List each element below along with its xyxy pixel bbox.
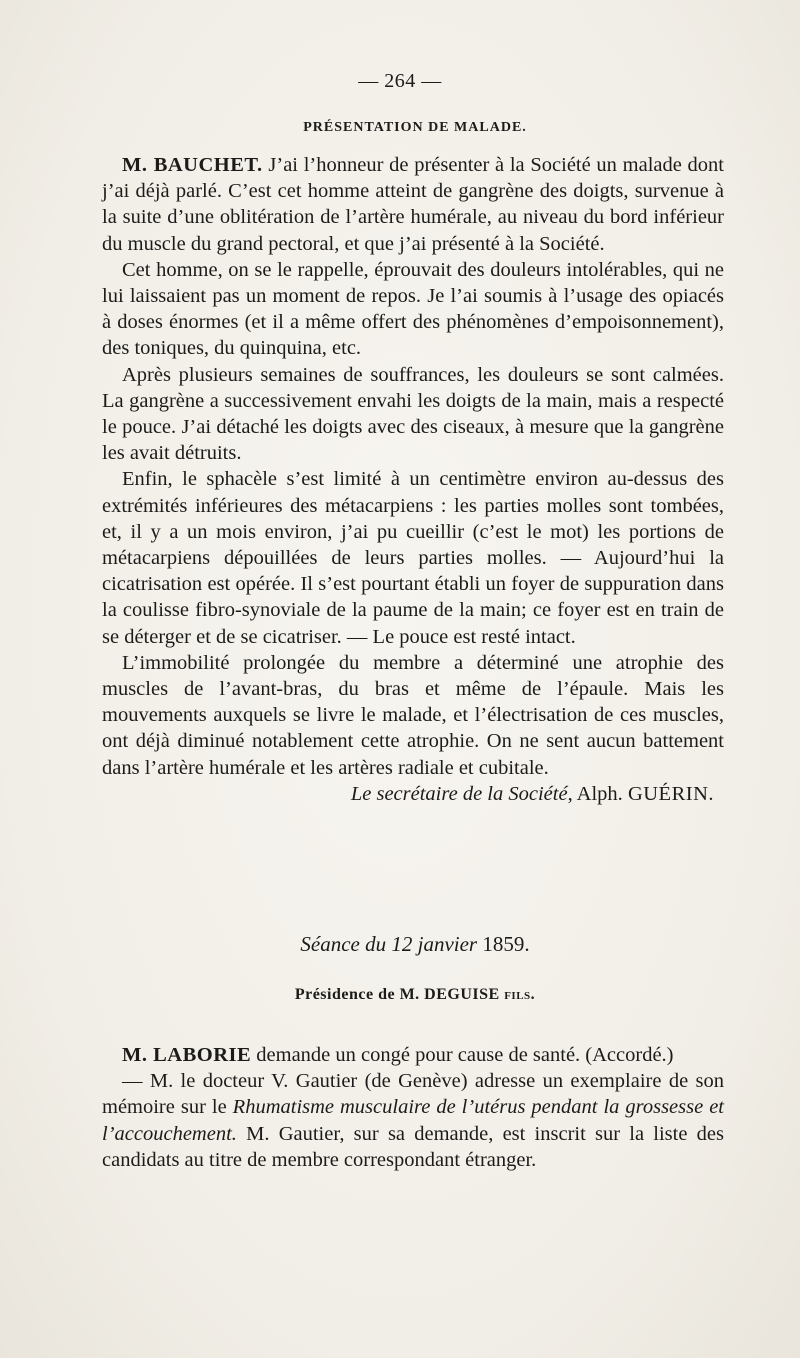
memoir-title: Rhumatisme musculaire de l’utérus pendant la grossesse et l’accouchement. (102, 1096, 724, 1145)
speaker-laborie: M. LABORIE (122, 1044, 252, 1066)
section-title: PRÉSENTATION DE MALADE. (303, 120, 527, 135)
minutes-paragraph-1 (102, 1042, 724, 1068)
minutes-paragraph-2-post: M. Gautier, sur sa demande, est inscrit sur la liste des candidats au titre de membre correspondant étranger. (102, 1122, 724, 1171)
presidence-prefix: Présidence de (294, 986, 400, 1003)
seance-year: 1859. (482, 932, 530, 956)
paragraph-1 (102, 152, 724, 257)
signature (102, 781, 724, 807)
minutes-paragraph-1-text: demande un congé pour cause de santé. (Accordé.) (251, 1044, 674, 1066)
seance-label: Séance du 12 janvier (300, 932, 483, 956)
paragraph-4: Enfin, le sphacèle s’est limité à un centimètre environ au-dessus des extrémités inférieures des métacarpiens : les parties molles sont tombées, et, il y a un mois environ, j’ai pu cueillir (c’est le mot) les portions de métacarpiens dépouillées de leurs parties molles. — Aujourd’hui la cicatrisation est opérée. Il s’est pourtant établi un foyer de suppuration dans la coulisse fibro-synoviale de la paume de la main; ce foyer est en train de se déterger et de se cicatriser. — Le pouce est resté intact. (102, 468, 724, 648)
paragraph-3: Après plusieurs semaines de souffrances, les douleurs se sont calmées. La gangrène a successivement envahi les doigts de la main, mais a respecté le pouce. J’ai détaché les doigts avec des ciseaux, à mesure que la gangrène les avait détruits. (102, 363, 724, 465)
signature-name: GUÉRIN. (627, 782, 714, 805)
presentation-body (102, 152, 724, 807)
signature-role: Le secrétaire de la Société (350, 782, 568, 805)
paragraph-5: L’immobilité prolongée du membre a déterminé une atrophie des muscles de l’avant-bras, du bras et même de l’épaule. Mais les mouvements auxquels se livre le malade, et l’électrisation de ces muscles, ont déjà diminué notablement cette atrophie. On ne sent aucun battement dans l’artère humérale et les artères radiale et cubitale. (102, 651, 724, 779)
minutes-body (102, 1042, 724, 1173)
seance-heading (0, 932, 800, 957)
page-number: — 264 — (358, 70, 442, 92)
paragraph-2: Cet homme, on se le rappelle, éprouvait des douleurs intolérables, qui ne lui laissaient pas un moment de repos. Je l’ai soumis à l’usage des opiacés à doses énormes (et il a même offert des phénomènes d’empoisonnement), des toniques, du quinquina, etc. (102, 258, 724, 360)
minutes-paragraph-2 (102, 1068, 724, 1173)
presidence-name: M. DEGUISE fils. (399, 986, 536, 1003)
speaker-bauchet: M. BAUCHET. (122, 154, 263, 176)
paragraph-1-text: J’ai l’honneur de présenter à la Société un malade dont j’ai déjà parlé. C’est cet homme atteint de gangrène des doigts, survenue à la suite d’une oblitération de l’artère humérale, au niveau du bord inférieur du muscle du grand pectoral, et que j’ai présenté à la Société. (102, 154, 724, 255)
minutes-paragraph-2-pre: — M. le docteur V. Gautier (de Genève) adresse un exemplaire de son mémoire sur le (102, 1070, 724, 1119)
signature-sep: , Alph. (567, 782, 628, 805)
presidence-heading (0, 986, 800, 1004)
